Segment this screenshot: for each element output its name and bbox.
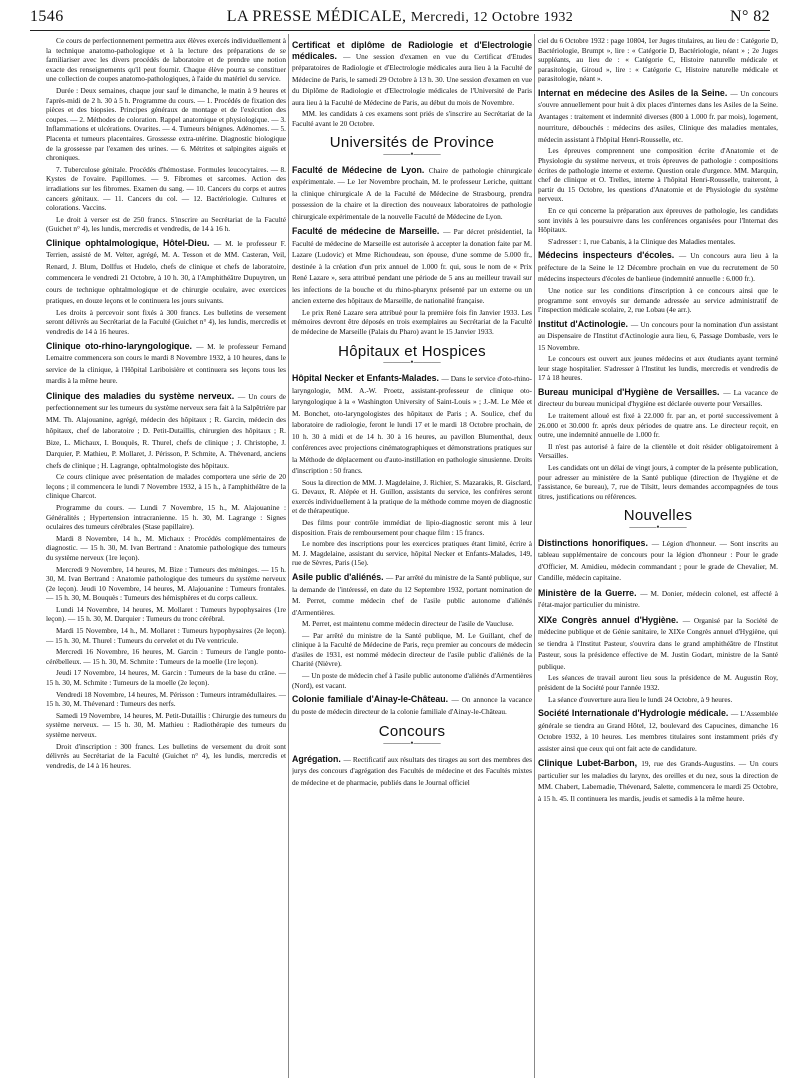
paragraph: Mercredi 9 Novembre, 14 heures, M. Bize : Tumeurs des méninges. — 15 h. 30, M. Ivan Bertrand : Anatomie pathologique des tumeurs du système nerveux (2e leçon). Jeudi 10 Novembre, 14 heures, M. Alajouanine : Tumeurs frontales. — 15 h. 30, M. Bouquès : Tumeurs des hémisphères et du corps calleux. <box>46 564 286 603</box>
paragraph: Le concours est ouvert aux jeunes médecins et aux étudiants ayant terminé leur stage hospitalier. S'adresser à l'Institut les lundis, mercredis et vendredis de 17 à 18 heures. <box>538 354 778 383</box>
paragraph: Il n'est pas autorisé à faire de la clientèle et doit résider obligatoirement à Versailles. <box>538 441 778 461</box>
paragraph: — Un poste de médecin chef à l'asile public autonome d'aliénés d'Armentières (Nord), est vacant. <box>292 670 532 690</box>
column-2 <box>292 36 532 1078</box>
paragraph: Une notice sur les conditions d'inscription à ce concours ainsi que le programme sont envoyés sur demande adressée au service administratif de l'inspection médicale scolaire, 2, rue Lobau (4e arr.). <box>538 285 778 315</box>
ornament-rule: ———•——— <box>383 148 441 159</box>
paragraph: Lundi 14 Novembre, 14 heures, M. Mollaret : Tumeurs hypophysaires (1re leçon). — 15 h. 30, M. Darquier : Tumeurs du tronc cérébral. <box>46 604 286 624</box>
article-heading: Clinique Lubet-Barbon, 19, rue des Grands-Augustins. — Un cours particulier sur les maladies du larynx, des oreilles et du nez, sous la direction de MM. Chabert, Labernadie, Thévenard, Salette, commencera le mardi 25 Octobre, à 15 h. 45. Il continuera les mardis, jeudis et samedis à la même heure. <box>538 758 778 803</box>
paragraph: Programme du cours. — Lundi 7 Novembre, 15 h., M. Alajouanine : Généralités ; Hypertension intracranienne. 15 h. 30, M. Lagrange : Signes oculaires des tumeurs cérébrales (Stase papillaire). <box>46 502 286 532</box>
ornament-rule: ———•——— <box>629 521 687 532</box>
column-3 <box>538 36 778 1078</box>
ornament-rule: ———•——— <box>383 737 441 748</box>
article-heading: Faculté de médecine de Marseille. — Par décret présidentiel, la Faculté de médecine de Marseille est autorisée à accepter la donation faite par M. Lazare (Ludovic) et Mme Richoudeau, son épouse, d'une somme de 5.000 fr., destinée à la création d'un prix annuel de 1.000 fr. qui, sous le nom de « Prix René Lazare », sera attribué pendant une période de 5 ans au meilleur travail sur les infections de la bouche et du rhino-pharynx présenté par un externe ou un ancien externe des hôpitaux de Marseille, de nationalité française. <box>292 226 532 306</box>
paragraph: En ce qui concerne la préparation aux épreuves de pathologie, les candidats sont invités à les poursuivre dans les conférences organisées pour l'Internat des Hôpitaux. <box>538 206 778 235</box>
article-heading: Institut d'Actinologie. — Un concours pour la nomination d'un assistant au Dispensaire de l'Institut d'Actinologie aura lieu, 6, Passage Dombasle, vers le 15 Novembre. <box>538 318 778 352</box>
article-heading: Ministère de la Guerre. — M. Donier, médecin colonel, est affecté à l'état-major particulier du ministre. <box>538 587 778 610</box>
paragraph: MM. les candidats à ces examens sont priés de s'inscrire au Secrétariat de la Faculté avant le 20 Octobre. <box>292 109 532 128</box>
paragraph: Les candidats ont un délai de vingt jours, à compter de la présente publication, pour adresser au ministère de la Santé publique (direction de l'hygiène et de l'assistance, 6e bureau), 7, rue de Tilsitt, leurs demandes accompagnées de tous titres, justifications ou références. <box>538 462 778 501</box>
paragraph: Le droit à verser est de 250 francs. S'inscrire au Secrétariat de la Faculté (Guichet n° 4), les lundis, mercredis et vendredis, de 14 à 16 h. <box>46 214 286 234</box>
paragraph: Mardi 8 Novembre, 14 h., M. Michaux : Procédés complémentaires de diagnostic. — 15 h. 30, M. Ivan Bertrand : Anatomie pathologique des tumeurs du système nerveux (1re leçon). <box>46 533 286 562</box>
article-heading: Colonie familiale d'Ainay-le-Château. — On annonce la vacance du poste de médecin directeur de la colonie familiale d'Ainay-le-Château. <box>292 694 532 716</box>
section-title: Nouvelles <box>623 507 693 525</box>
article-heading: Médecins inspecteurs d'écoles. — Un concours aura lieu à la préfecture de la Seine le 12 Décembre prochain en vue du recrutement de 50 médecins inspecteurs d'écoles de banlieue (indemnité annuelle : 6.000 fr.). <box>538 250 778 284</box>
page-header <box>30 8 770 30</box>
column-divider <box>534 34 535 1078</box>
paragraph: Vendredi 18 Novembre, 14 heures, M. Périsson : Tumeurs intramédullaires. — 15 h. 30, M. Thévenard : Tumeurs des nerfs. <box>46 689 286 709</box>
ornament-rule: ———•——— <box>383 357 441 368</box>
paragraph: M. Perret, est maintenu comme médecin directeur de l'asile de Vaucluse. <box>302 619 514 628</box>
section-title: Concours <box>378 723 446 741</box>
paragraph: Mardi 15 Novembre, 14 h., M. Mollaret : Tumeurs hypophysaires (2e leçon). — 15 h. 30, M. Thurel : Tumeurs du cervelet et du IVe ventricule. <box>46 626 286 645</box>
section-title: Hôpitaux et Hospices <box>338 342 486 360</box>
paragraph: 7. Tuberculose génitale. Procédés d'hémostase. Formules leucocytaires. — 8. Kystes de l'ovaire. Papillomes. — 9. Fibromes et sarcomes. Action des irradiations sur les fibromes. Examen du sang. — 10. Cancers du corps et autres cancers génitaux. — 11. Cancers du col. — 12. Bactériologie. Cultures et colorations. Vaccins. <box>46 164 286 213</box>
article-heading: Asile public d'aliénés. — Par arrêté du ministre de la Santé publique, sur la demande de l'intéressé, en date du 12 Septembre 1932, portant nomination de M. Perret, comme médecin chef de l'asile public autonome d'aliénés d'Armentières. <box>292 572 532 617</box>
paragraph: Le nombre des inscriptions pour les exercices pratiques étant limité, écrire à M. J. Magdelaine, assistant du service, hôpital Necker et Enfants-Malades, 149, rue de Sèvres, Paris (15e). <box>292 539 532 568</box>
paragraph: La séance d'ouverture aura lieu le lundi 24 Octobre, à 9 heures. <box>548 694 733 704</box>
paragraph: Durée : Deux semaines, chaque jour sauf le dimanche, le matin à 9 heures et l'après-midi de 2 h. 30 à 5 h. Programme du cours. — 1. Procédés de fixation des pièces et des biopsies. Principes généraux de montage et de l'exécution des coupes. — 2. Méthodes de coloration. Rappel anatomique et physiologique. — 3. Inflammations et ulcérations. Ovarites. — 4. Tumeurs bénignes. Adénomes. — 5. Placenta et tumeurs placentaires. Grossesse extra-utérine. Diagnostic biologique de la grossesse par l'examen des urines. — 6. Métrites et salpingites aiguës et chroniques. <box>46 85 286 163</box>
article-heading: Bureau municipal d'Hygiène de Versailles. — La vacance de directeur du bureau municipal d'hygiène est déclarée ouverte pour Versailles. <box>538 386 778 409</box>
paragraph: Ce cours de perfectionnement permettra aux élèves exercés individuellement à la technique anatomo-pathologique et à la lecture des préparations de se familiariser avec les divers procédés de laboratoire et de prendre une notion exacte des renseignements qu'il peut fournir. Chaque élève pourra se constituer une collection de coupes anatomo-pathologiques, à l'aide du matériel du service. <box>46 36 286 84</box>
column-divider <box>288 34 289 1078</box>
paragraph: Le traitement alloué est fixé à 22.000 fr. par an, et porté successivement à 26.000 et 30.000 fr. après deux périodes de quatre ans. Le directeur reçoit, en outre, une indemnité annuelle de 1.000 fr. <box>538 410 778 440</box>
paragraph: ciel du 6 Octobre 1932 : page 10804, 1er Juges titulaires, au lieu de : Catégorie D, Bactériologie, Brumpt », lire : « Catégorie D, Bactériologie, néant » ; 2e Juges suppléants, au lieu de : « Catégorie C, Histoire naturelle médicale et parasitologie, Giroud », lire : « Catégorie C, Histoire naturelle médicale et parasitologie, néant ». <box>538 36 778 84</box>
paragraph: Les séances de travail auront lieu sous la présidence de M. Augustin Roy, président de la Société pour l'année 1932. <box>538 673 778 692</box>
article-heading: Internat en médecine des Asiles de la Seine. — Un concours s'ouvre annuellement pour huit à dix places d'internes dans les Asiles de la Seine. Avantages : traitement et indemnité diverses (800 à 1.000 fr. par mois), logement, nourriture, débouchés : médecins des asiles, Clinique des maladies mentales, médecin assistant à l'hôpital Henri-Rousselle, etc. <box>538 87 778 144</box>
article-heading: Distinctions honorifiques. — Légion d'honneur. — Sont inscrits au tableau supplémentaire de concours pour la légion d'honneur : Pour le grade d'Officier, M. Amidieu, médecin commandant ; pour le grade de Chevalier, M. Candille, médecin capitaine. <box>538 537 778 583</box>
article-heading: Clinique ophtalmologique, Hôtel-Dieu. — M. le professeur F. Terrien, assisté de M. Velter, agrégé, M. A. Tesson et de MM. Casteran, Veil, Renard, J. Blum, Dollfus et Hudelo, chefs de clinique et chefs de laboratoire, commencera le vendredi 21 Octobre, à 10 h. 30, à l'Amphithéâtre Dupuytren, un cours de technique ophtalmologique et de chirurgie oculaire, avec exercices pratiques, en douze leçons et le continuera les jours suivants. <box>46 237 286 306</box>
paragraph: Les épreuves comprennent une composition écrite d'Anatomie et de Physiologie du système nerveux, et trois épreuves de pathologie : compositions écrites de pathologie interne et externe. Question orale d'urgence. MM. Marquin, chef de clinique et O. Trelles, interne à l'hôpital Henri-Rousselle, traiteront, à partir du 15 Octobre, les questions d'Anatomie et de Physiologie du système nerveux. <box>538 146 778 204</box>
issue-date: Mercredi, 12 Octobre 1932 <box>410 10 574 25</box>
paragraph: Sous la direction de MM. J. Magdelaine, J. Richier, S. Mazarakis, R. Gisclard, G. Devaux, R. Alépée et H. Guillon, assistants du service, les confrères seront exercés individuellement à la pratique de la méthode comme moyen de diagnostic et de thérapeutique. <box>292 477 532 516</box>
article-heading: XIXe Congrès annuel d'Hygiène. — Organisé par la Société de médecine publique et de Génie sanitaire, le XIXe Congrès annuel d'Hygiène, qui se tiendra à l'Institut Pasteur, s'ouvrira dans le grand amphithéâtre de l'Institut Pasteur, sous la présidence effective de M. Justin Godart, ministre de la Santé publique. <box>538 614 778 671</box>
paragraph: Le prix René Lazare sera attribué pour la première fois fin Janvier 1933. Les mémoires devront être déposés en trois exemplaires au Secrétariat de la Faculté de médecine de Marseille (Palais du Pharo) avant le 15 Janvier 1933. <box>292 307 532 336</box>
paragraph: Droit d'inscription : 300 francs. Les bulletins de versement du droit sont délivrés au Secrétariat de la Faculté (Guichet n° 4), les lundis, mercredis et vendredis, de 14 à 16 heures. <box>46 741 286 770</box>
page-number: 1546 <box>30 8 64 25</box>
paragraph: Ce cours clinique avec présentation de malades comportera une série de 20 leçons ; il commencera le lundi 7 Novembre 1932, à 15 h., à l'amphithéâtre de la clinique Charcot. <box>46 472 286 501</box>
article-heading: Hôpital Necker et Enfants-Malades. — Dans le service d'oto-rhino-laryngologie, MM. A.-W. Proetz, assistant-professeur de clinique oto-laryngologique à la « Washington University of Saint-Louis » ; J.-M. Le Mée et M. Bonchet, oto-laryngologistes des hôpitaux de Paris ; A. Soulice, chef du laboratoire de radiologie, feront le lundi 17 et le mardi 18 Octobre prochain, de 10 h. 30 à midi et de 14 h. 30 à 16 heures, au pavillon Blumenthal, deux conférences avec projections cinématographiques et démonstrations pratiques sur la Méthode de déplacement ou d'auto-instillation en pathologie sinusienne. Droits d'inscription : 50 francs. <box>292 373 532 476</box>
journal-title <box>120 8 680 26</box>
paragraph: — Par arrêté du ministre de la Santé publique, M. Le Guillant, chef de clinique à la Faculté de Médecine de Paris, reçu premier au concours de médecin d'asiles de 1931, est nommé médecin directeur de l'asile public d'aliénés de la Charité (Nièvre). <box>292 630 532 669</box>
article-heading: Clinique des maladies du système nerveux. — Un cours de perfectionnement sur les tumeurs du système nerveux sera fait à la Salpêtrière par MM. Th. Alajouanine, agrégé, médecin des hôpitaux ; R. Garcin, médecin des hôpitaux, chef de laboratoire ; D. Petit-Dutaillis, chirurgien des hôpitaux ; R. Bize, L. Michaux, I. Bouquès, R. Thurel, chefs de clinique ; J. Christophe, J. Darquier, P. Mathieu, P. Mollaret, J. Périsson, P. Schmite, A. Thévenard, anciens chefs de clinique ; H. Lagrange, ophtalmologiste des hôpitaux. <box>46 390 286 470</box>
issue-number: N° 82 <box>730 8 770 25</box>
article-heading: Faculté de Médecine de Lyon. Chaire de pathologie chirurgicale expérimentale. — Le 1er Novembre prochain, M. le professeur Leriche, quittant la clinique chirurgicale A de la Faculté de Médecine de Strasbourg, prendra possession de la chaire et la direction des nouveaux laboratoires de pathologie chirurgicale expérimentale de la nouvelle Faculté de Médecine de Lyon. <box>292 164 532 221</box>
paragraph: Des films pour contrôle immédiat de lipio-diagnostic seront mis à leur disposition. Frais de remboursement pour chaque film : 15 francs. <box>292 518 532 537</box>
article-heading: Clinique oto-rhino-laryngologique. — M. le professeur Fernand Lemaitre commencera son cours le mardi 8 Novembre 1932, à 10 heures, dans le service de la clinique, à l'Hôpital Lariboisière et continuera ses leçons tous les mardis à la même heure. <box>46 340 286 386</box>
article-heading: Société Internationale d'Hydrologie médicale. — L'Assemblée générale se tiendra au Grand Hôtel, 12, boulevard des Capucines, dimanche 16 Octobre 1932, à 10 heures. Les membres titulaires sont instamment priés d'y assister ainsi que ceux qui ont fait acte de candidature. <box>538 708 778 753</box>
column-1 <box>46 36 286 1078</box>
paragraph: Jeudi 17 Novembre, 14 heures, M. Garcin : Tumeurs de la base du crâne. — 15 h. 30, M. Schmite : Tumeurs de la moelle (2e leçon). <box>46 668 286 688</box>
article-heading: Agrégation. — Rectificatif aux résultats des tirages au sort des membres des jurys des concours d'agrégation des Facultés de médecine et des Facultés mixtes de médecine et de pharmacie, publiés dans le Journal officiel <box>292 753 532 787</box>
paragraph: Mercredi 16 Novembre, 16 heures, M. Garcin : Tumeurs de l'angle ponto-cérébelleux. — 15 h. 30, M. Schmite : Tumeurs de la moelle (1re leçon). <box>46 647 286 666</box>
paragraph: Samedi 19 Novembre, 14 heures, M. Petit-Dutaillis : Chirurgie des tumeurs du système nerveux. — 15 h. 30, M. Mathieu : Radiothérapie des tumeurs du système nerveux. <box>46 710 286 739</box>
section-title: Universités de Province <box>329 134 495 152</box>
header-rule <box>30 30 770 31</box>
journal-name: LA PRESSE MÉDICALE, <box>226 8 407 25</box>
article-heading: Certificat et diplôme de Radiologie et d'Electrologie médicales. — Une session d'examen en vue du Certificat d'Etudes préparatoires de Radiologie et d'Electrologie médicales aura lieu à la Faculté de Médecine de Paris, le samedi 29 Octobre à 13 h. 30. Une session d'examen en vue du Diplôme de Radiologie et d'Electrologie médicales de l'Université de Paris aura lieu à la Faculté de Médecine de Paris, au début du mois de Novembre. <box>292 40 532 107</box>
paragraph: S'adresser : 1, rue Cabanis, à la Clinique des Maladies mentales. <box>548 236 736 246</box>
paragraph: Les droits à percevoir sont fixés à 300 francs. Les bulletins de versement seront délivrés au Secrétariat de la Faculté (Guichet n° 4), les lundis, mercredis et vendredis de 14 à 16 heures. <box>46 307 286 337</box>
